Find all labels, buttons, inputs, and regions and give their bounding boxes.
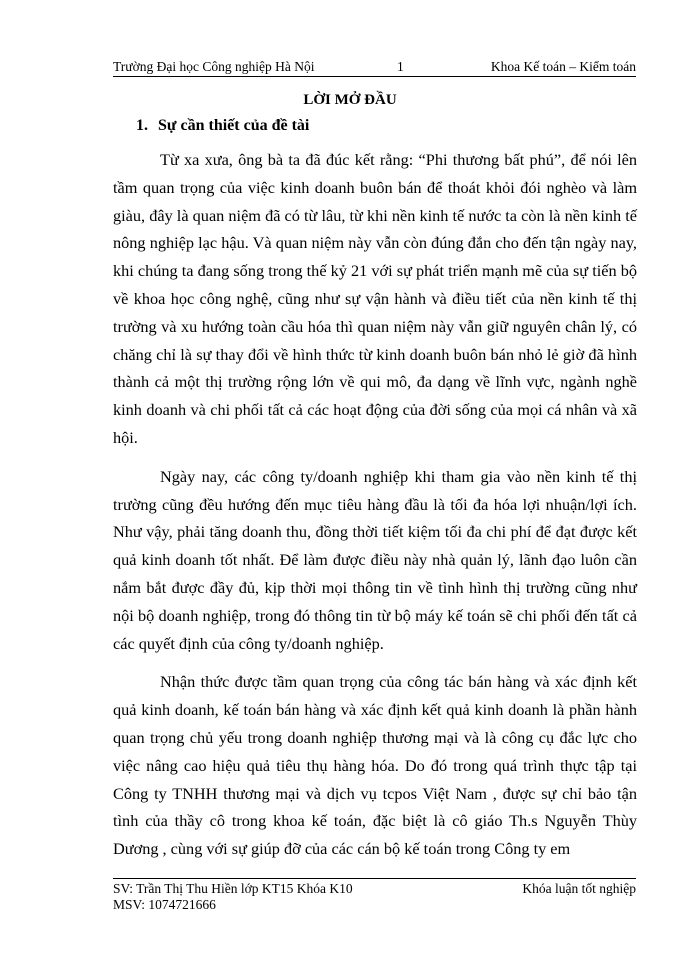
section-heading — [136, 116, 309, 136]
body-text — [113, 146, 637, 874]
paragraph: Từ xa xưa, ông bà ta đã đúc kết rằng: “Phi thương bất phú”, để nói lên tầm quan trọng của việc kinh doanh buôn bán để thoát khỏi đói nghèo và làm giàu, đây là quan niệm đã có từ lâu, từ khi nền kinh tế nước ta còn là nền kinh tế nông nghiệp lạc hậu. Và quan niệm này vẫn còn đúng đắn cho đến tận ngày nay, khi chúng ta đang sống trong thế kỷ 21 với sự phát triển mạnh mẽ của sự tiến bộ về khoa học công nghệ, cũng như sự vận hành và điều tiết của nền kinh tế thị trường và xu hướng toàn cầu hóa thì quan niệm này vẫn giữ nguyên chân lý, có chăng chỉ là sự thay đổi về hình thức từ kinh doanh buôn bán nhỏ lẻ giờ đã hình thành cả một thị trường rộng lớn về qui mô, đa dạng về lĩnh vực, ngành nghề kinh doanh và chi phối tất cả các hoạt động của đời sống của mọi cá nhân và xã hội. — [113, 150, 637, 447]
header-page-number: 1 — [397, 59, 404, 74]
footer-student-id: MSV: 1074721666 — [113, 897, 216, 912]
document-title: LỜI MỞ ĐẦU — [303, 92, 397, 108]
footer-doc-type: Khóa luận tốt nghiệp — [522, 881, 636, 896]
header-university: Trường Đại học Công nghiệp Hà Nội — [113, 59, 315, 74]
page-header — [113, 58, 636, 77]
section-title: Sự cần thiết của đề tài — [158, 117, 310, 134]
paragraph: Ngày nay, các công ty/doanh nghiệp khi tham gia vào nền kinh tế thị trường cũng đều hướng đến mục tiêu hàng đầu là tối đa hóa lợi nhuận/lợi ích. Như vậy, phải tăng doanh thu, đồng thời tiết kiệm tối đa chi phí để đạt được kết quả kinh doanh tốt nhất. Để làm được điều này nhà quản lý, lãnh đạo luôn cần nắm bắt được đầy đủ, kịp thời mọi thông tin về tình hình thị trường cũng như nội bộ doanh nghiệp, trong đó thông tin từ bộ máy kế toán sẽ chi phối đến tất cả các quyết định của công ty/doanh nghiệp. — [113, 466, 637, 653]
footer-student: SV: Trần Thị Thu Hiền lớp KT15 Khóa K10 — [113, 881, 353, 896]
page-footer — [113, 878, 636, 913]
section-number: 1. — [136, 117, 148, 134]
paragraph: Nhận thức được tầm quan trọng của công tác bán hàng và xác định kết quả kinh doanh, kế toán bán hàng và xác định kết quả kinh doanh là phần hành quan trọng chủ yếu trong doanh nghiệp thương mại và là công cụ đắc lực cho việc nâng cao hiệu quả tiêu thụ hàng hóa. Do đó trong quá trình thực tập tại Công ty TNHH thương mại và dịch vụ tcpos Việt Nam , được sự chỉ bảo tận tình của thầy cô trong khoa kế toán, đặc biệt là cô giáo Th.s Nguyễn Thùy Dương , cùng với sự giúp đỡ của các cán bộ kế toán trong Công ty em — [113, 672, 637, 859]
header-department: Khoa Kế toán – Kiểm toán — [490, 59, 636, 74]
